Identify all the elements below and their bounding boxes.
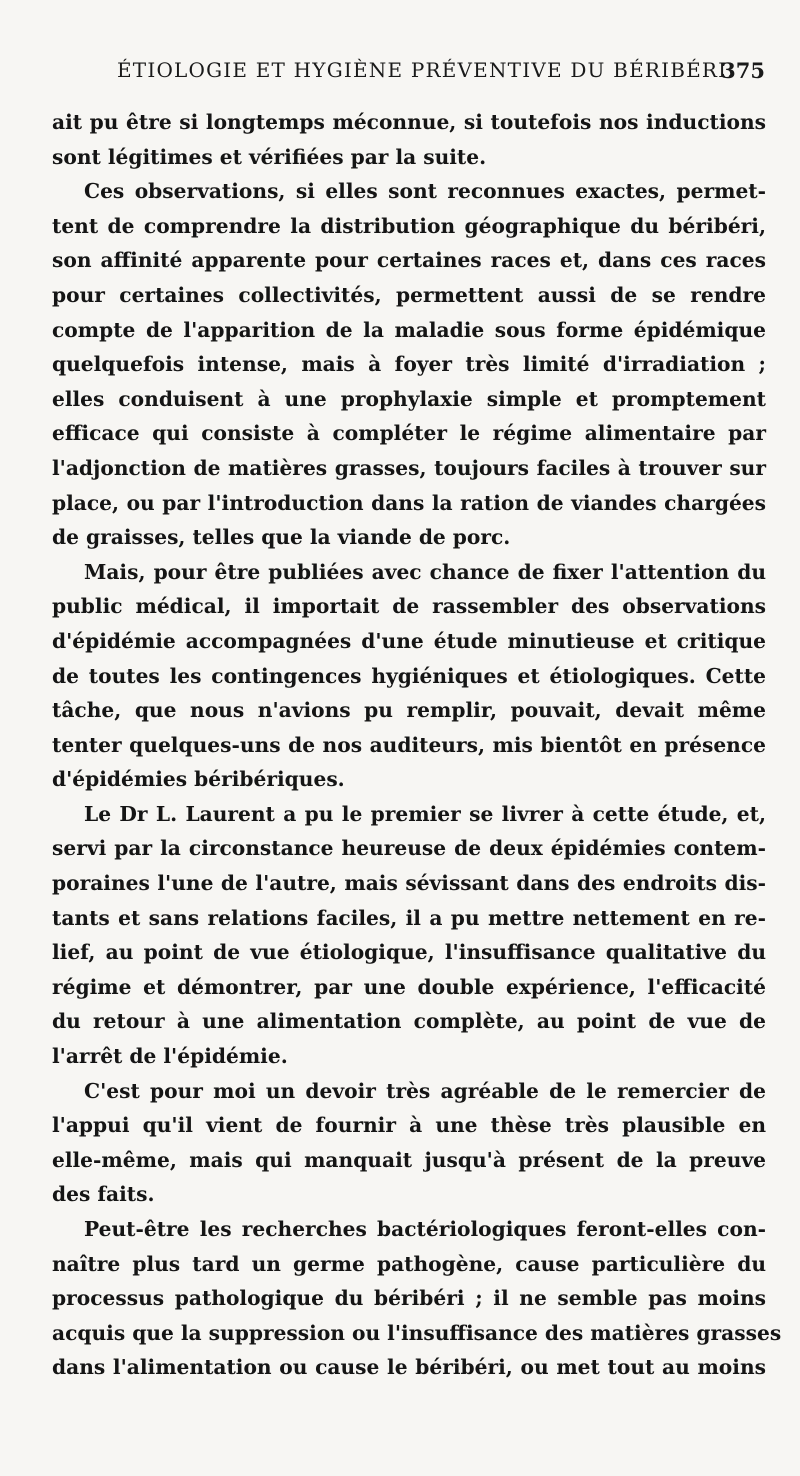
text-line: efficace qui consiste à compléter le régime alimentaire par bbox=[52, 421, 766, 446]
text-line: l'appui qu'il vient de fournir à une thèse très plausible en bbox=[52, 1113, 766, 1138]
text-line: public médical, il importait de rassembler des observations bbox=[52, 594, 766, 619]
text-line: l'arrêt de l'épidémie. bbox=[52, 1044, 288, 1069]
running-title: ÉTIOLOGIE ET HYGIÈNE PRÉVENTIVE DU BÉRIBÉRI. bbox=[117, 58, 735, 82]
text-line: dans l'alimentation ou cause le béribéri, ou met tout au moins bbox=[52, 1355, 766, 1380]
body-text bbox=[52, 105, 782, 1385]
text-line: place, ou par l'introduction dans la ration de viandes chargées bbox=[52, 490, 766, 515]
text-line: compte de l'apparition de la maladie sous forme épidémique bbox=[52, 317, 766, 342]
text-line: sont légitimes et vérifiées par la suite. bbox=[52, 144, 487, 169]
text-line: Ces observations, si elles sont reconnues exactes, permet- bbox=[84, 179, 766, 204]
text-line: d'épidémie accompagnées d'une étude minutieuse et critique bbox=[52, 628, 766, 653]
text-line: tâche, que nous n'avions pu remplir, pouvait, devait même bbox=[52, 698, 766, 723]
text-line: son affinité apparente pour certaines races et, dans ces races bbox=[52, 248, 766, 273]
text-line: régime et démontrer, par une double expérience, l'efficacité bbox=[52, 974, 766, 999]
text-line: Le Dr L. Laurent a pu le premier se livrer à cette étude, et, bbox=[84, 801, 766, 826]
text-line: lief, au point de vue étiologique, l'insuffisance qualitative du bbox=[52, 940, 766, 965]
text-line: tenter quelques-uns de nos auditeurs, mis bientôt en présence bbox=[52, 732, 766, 757]
text-line: l'adjonction de matières grasses, toujours faciles à trouver sur bbox=[52, 455, 766, 480]
text-line: naître plus tard un germe pathogène, cause particulière du bbox=[52, 1251, 766, 1276]
text-line: servi par la circonstance heureuse de deux épidémies contem- bbox=[52, 836, 766, 861]
text-line: processus pathologique du béribéri ; il ne semble pas moins bbox=[52, 1286, 766, 1311]
text-line: de graisses, telles que la viande de porc. bbox=[52, 525, 511, 550]
text-line: pour certaines collectivités, permettent aussi de se rendre bbox=[52, 282, 766, 307]
text-line: elles conduisent à une prophylaxie simple et promptement bbox=[52, 386, 766, 411]
text-line: de toutes les contingences hygiéniques et étiologiques. Cette bbox=[52, 663, 766, 688]
page-number: 375 bbox=[721, 58, 765, 83]
text-line: acquis que la suppression ou l'insuffisance des matières grasses bbox=[52, 1320, 782, 1345]
text-line: Mais, pour être publiées avec chance de fixer l'attention du bbox=[84, 559, 766, 584]
text-line: poraines l'une de l'autre, mais sévissant dans des endroits dis- bbox=[52, 871, 766, 896]
page-header bbox=[117, 58, 765, 98]
text-line: tants et sans relations faciles, il a pu mettre nettement en re- bbox=[52, 905, 766, 930]
text-line: du retour à une alimentation complète, au point de vue de bbox=[52, 1009, 766, 1034]
text-line: des faits. bbox=[52, 1182, 155, 1207]
text-line: elle-même, mais qui manquait jusqu'à présent de la preuve bbox=[52, 1147, 766, 1172]
text-line: Peut-être les recherches bactériologiques feront-elles con- bbox=[84, 1217, 766, 1241]
text-line: d'épidémies béribériques. bbox=[52, 767, 345, 792]
text-line: ait pu être si longtemps méconnue, si toutefois nos inductions bbox=[52, 110, 766, 134]
text-line: quelquefois intense, mais à foyer très limité d'irradiation ; bbox=[52, 352, 766, 377]
text-line: C'est pour moi un devoir très agréable de le remercier de bbox=[84, 1078, 766, 1103]
text-line: tent de comprendre la distribution géographique du béribéri, bbox=[52, 213, 766, 238]
